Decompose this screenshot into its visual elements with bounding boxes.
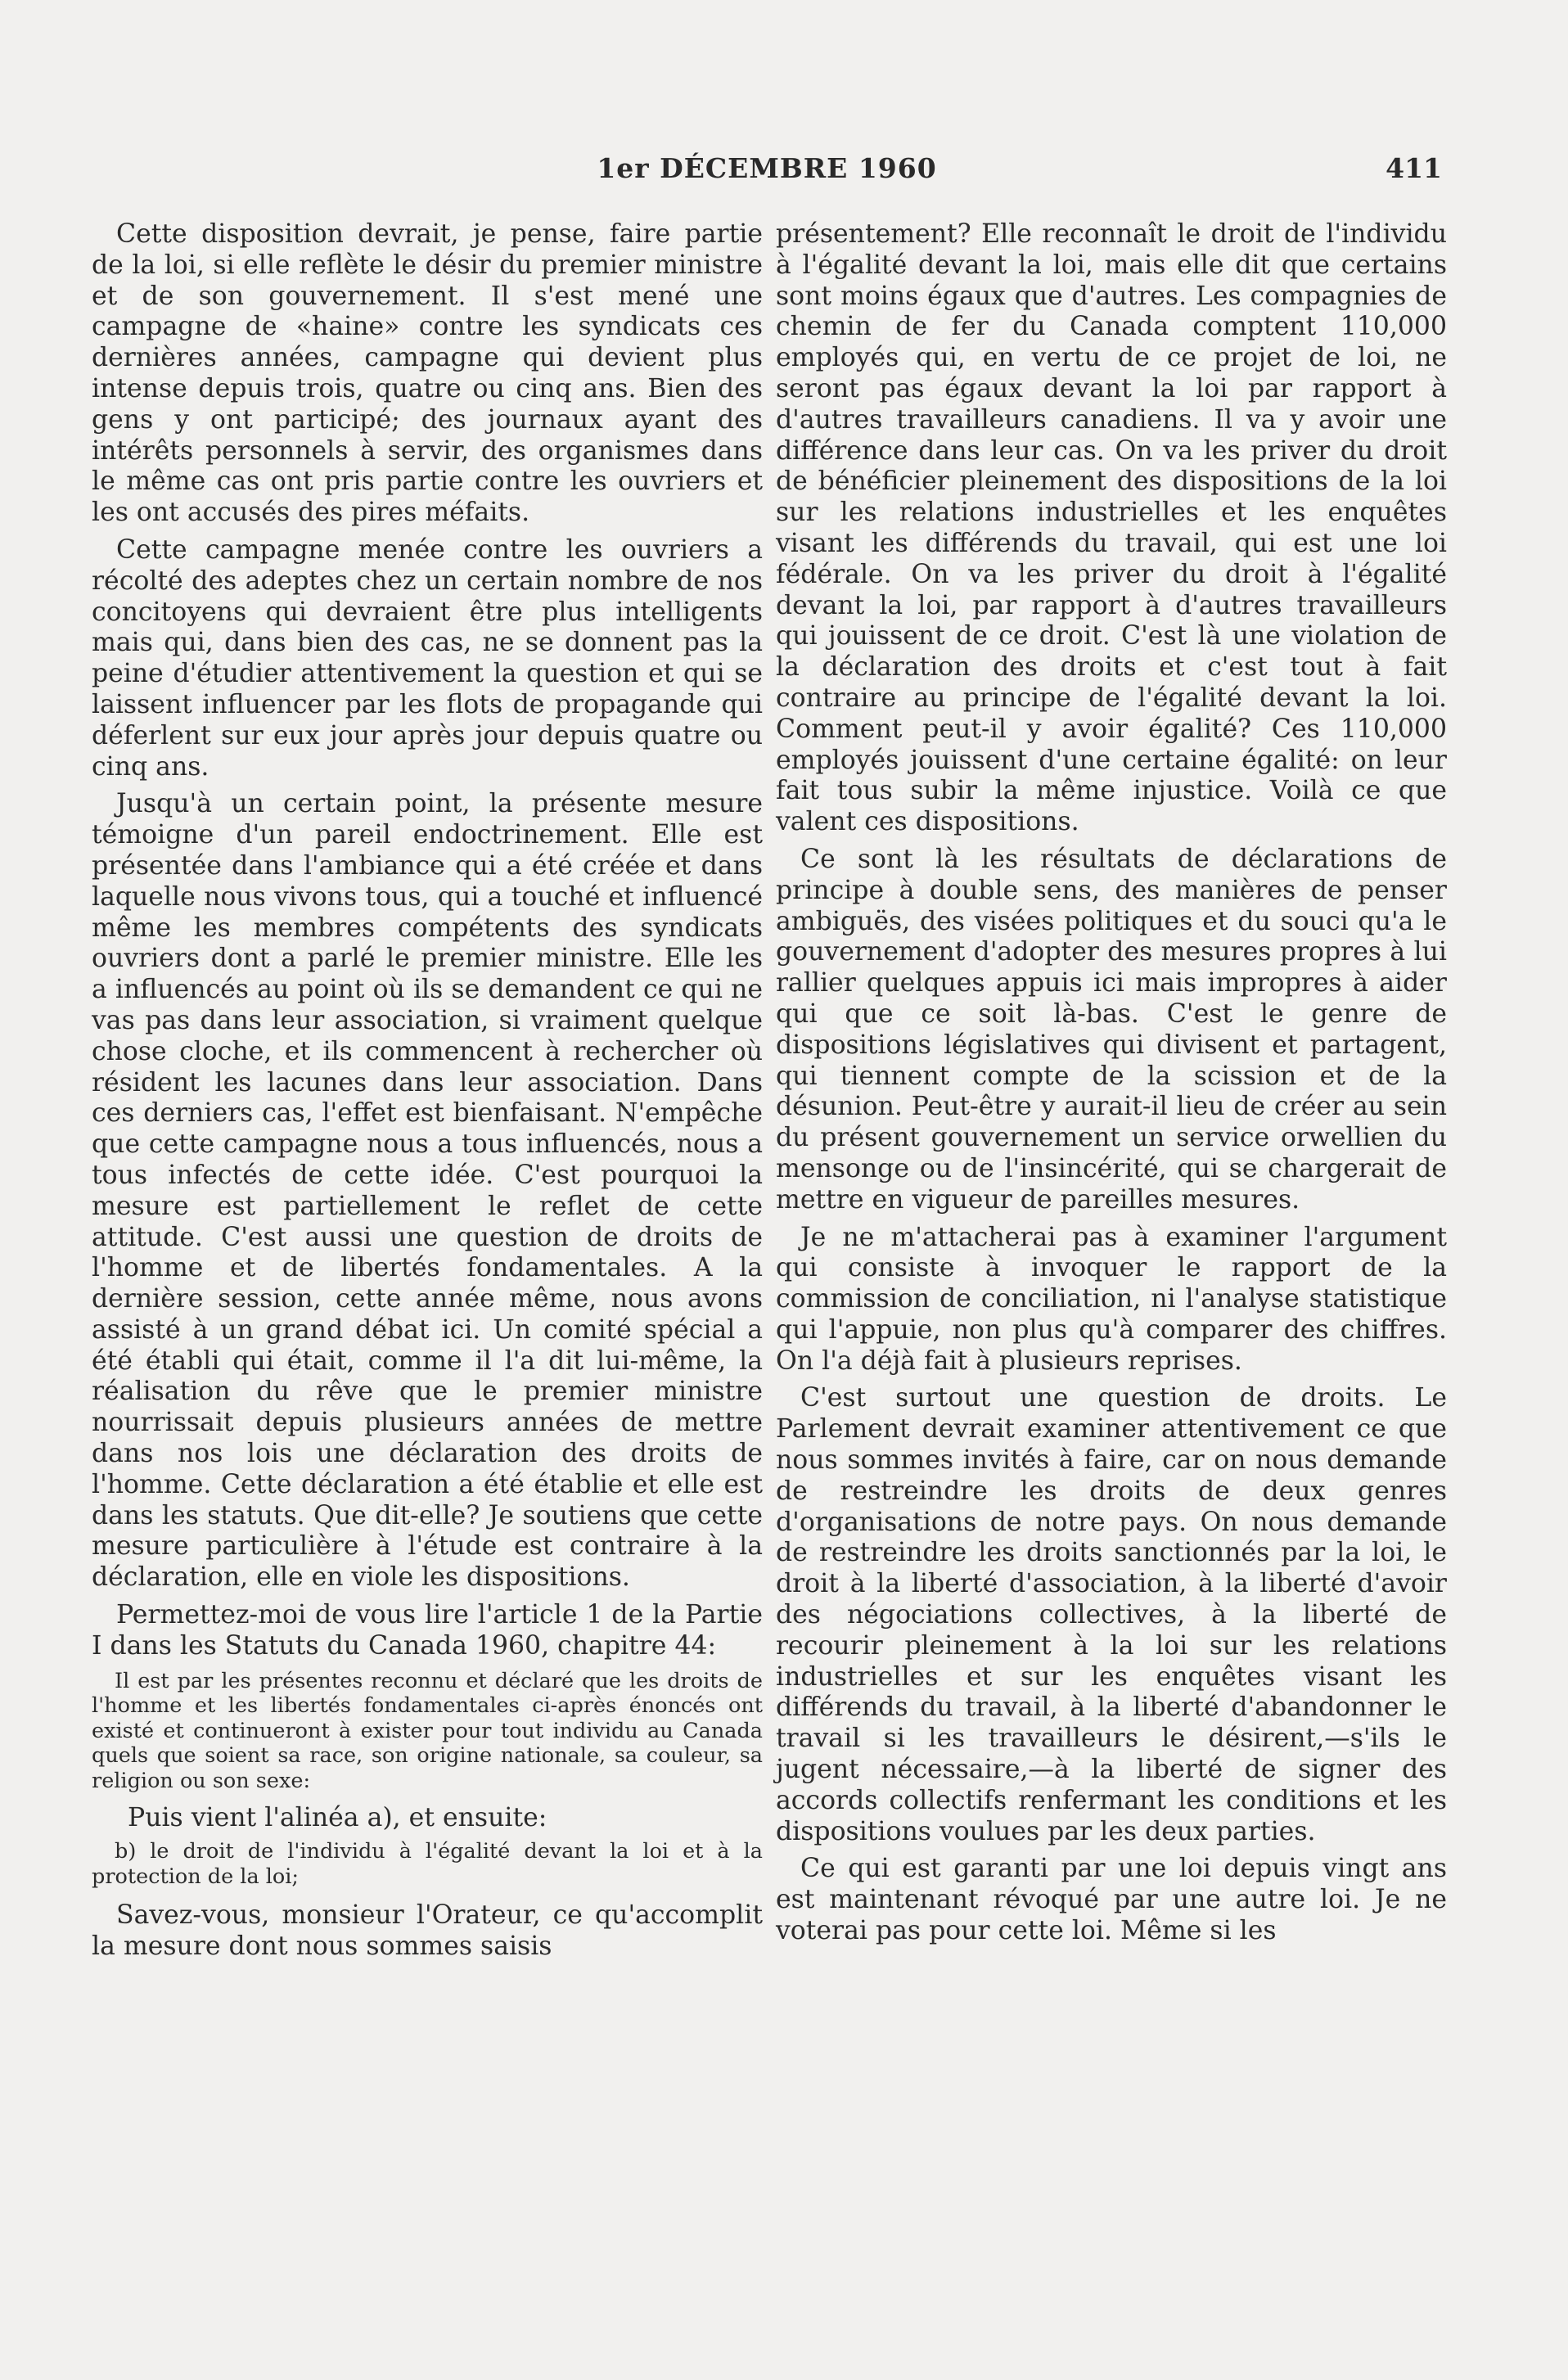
paragraph: Cette disposition devrait, je pense, faire partie de la loi, si elle reflète le désir du premier ministre et de son gouvernement. Il s'est mené une campagne de «haine» contre les syndicats ces dernières années, campagne qui devient plus intense depuis trois, quatre ou cinq ans. Bien des gens y ont participé; des journaux ayant des intérêts personnels à servir, des organismes dans le même cas ont pris partie contre les ouvriers et les ont accusés des pires méfaits. (92, 219, 763, 528)
paragraph: Je ne m'attacherai pas à examiner l'argument qui consiste à invoquer le rapport de la commission de conciliation, ni l'analyse statistique qui l'appuie, non plus qu'à comparer des chiffres. On l'a déjà fait à plusieurs reprises. (776, 1222, 1447, 1376)
statute-quote: Il est par les présentes reconnu et déclaré que les droits de l'homme et les libertés fondamentales ci-après énoncés ont existé et continueront à exister pour tout individu au Canada quels que soient sa race, son origine nationale, sa couleur, sa religion ou son sexe: (92, 1668, 763, 1793)
paragraph: Puis vient l'alinéa a), et ensuite: (128, 1803, 547, 1833)
paragraph: Savez-vous, monsieur l'Orateur, ce qu'accomplit la mesure dont nous sommes saisis (92, 1900, 763, 1961)
left-column (92, 219, 763, 1969)
right-column (776, 219, 1447, 1954)
statute-quote: b) le droit de l'individu à l'égalité devant la loi et à la protection de la loi; (92, 1839, 763, 1889)
page-header (92, 152, 1442, 193)
page-number: 411 (1386, 152, 1442, 184)
paragraph: C'est surtout une question de droits. Le Parlement devrait examiner attentivement ce que nous sommes invités à faire, car on nous demande de restreindre les droits de deux genres d'organisations de notre pays. On nous demande de restreindre les droits sanctionnés par la loi, le droit à la liberté d'association, à la liberté d'avoir des négociations collectives, à la liberté de recourir pleinement à la loi sur les relations industrielles et sur les enquêtes visant les différends du travail, à la liberté d'abandonner le travail si les travailleurs le désirent,—s'ils le jugent nécessaire,—à la liberté de signer des accords collectifs renfermant les conditions et les dispositions voulues par les deux parties. (776, 1383, 1447, 1846)
paragraph: Cette campagne menée contre les ouvriers a récolté des adeptes chez un certain nombre de nos concitoyens qui devraient être plus intelligents mais qui, dans bien des cas, ne se donnent pas la peine d'étudier attentivement la question et qui se laissent influencer par les flots de propagande qui déferlent sur eux jour après jour depuis quatre ou cinq ans. (92, 534, 763, 782)
paragraph: Ce sont là les résultats de déclarations de principe à double sens, des manières de penser ambiguës, des visées politiques et du souci qu'a le gouvernement d'adopter des mesures propres à lui rallier quelques appuis ici mais impropres à aider qui que ce soit là-bas. C'est le genre de dispositions législatives qui divisent et partagent, qui tiennent compte de la scission et de la désunion. Peut-être y aurait-il lieu de créer au sein du présent gouvernement un service orwellien du mensonge ou de l'insincérité, qui se chargerait de mettre en vigueur de pareilles mesures. (776, 844, 1447, 1215)
header-date: 1er DÉCEMBRE 1960 (597, 152, 937, 184)
paragraph: Permettez-moi de vous lire l'article 1 de la Partie I dans les Statuts du Canada 1960, chapitre 44: (92, 1600, 763, 1661)
paragraph: Ce qui est garanti par une loi depuis vingt ans est maintenant révoqué par une autre loi. Je ne voterai pas pour cette loi. Même si les (776, 1854, 1447, 1946)
paragraph: Jusqu'à un certain point, la présente mesure témoigne d'un pareil endoctrinement. Elle est présentée dans l'ambiance qui a été créée et dans laquelle nous vivons tous, qui a touché et influencé même les membres compétents des syndicats ouvriers dont a parlé le premier ministre. Elle les a influencés au point où ils se demandent ce qui ne vas pas dans leur association, si vraiment quelque chose cloche, et ils commencent à rechercher où résident les lacunes dans leur association. Dans ces derniers cas, l'effet est bienfaisant. N'empêche que cette campagne nous a tous influencés, nous a tous infectés de cette idée. C'est pourquoi la mesure est partiellement le reflet de cette attitude. C'est aussi une question de droits de l'homme et de libertés fondamentales. A la dernière session, cette année même, nous avons assisté à un grand débat ici. Un comité spécial a été établi qui était, comme il l'a dit lui-même, la réalisation du rêve que le premier ministre nourrissait depuis plusieurs années de mettre dans nos lois une déclaration des droits de l'homme. Cette déclaration a été établie et elle est dans les statuts. Que dit-elle? Je soutiens que cette mesure particulière à l'étude est contraire à la déclaration, elle en viole les dispositions. (92, 789, 763, 1593)
paragraph: présentement? Elle reconnaît le droit de l'individu à l'égalité devant la loi, mais elle dit que certains sont moins égaux que d'autres. Les compagnies de chemin de fer du Canada comptent 110,000 employés qui, en vertu de ce projet de loi, ne seront pas égaux devant la loi par rapport à d'autres travailleurs canadiens. Il va y avoir une différence dans leur cas. On va les priver du droit de bénéficier pleinement des dispositions de la loi sur les relations industrielles et les enquêtes visant les différends du travail, qui est une loi fédérale. On va les priver du droit à l'égalité devant la loi, par rapport à d'autres travailleurs qui jouissent de ce droit. C'est là une violation de la déclaration des droits et c'est tout à fait contraire au principe de l'égalité devant la loi. Comment peut-il y avoir égalité? Ces 110,000 employés jouissent d'une certaine égalité: on leur fait tous subir la même injustice. Voilà ce que valent ces dispositions. (776, 219, 1447, 837)
